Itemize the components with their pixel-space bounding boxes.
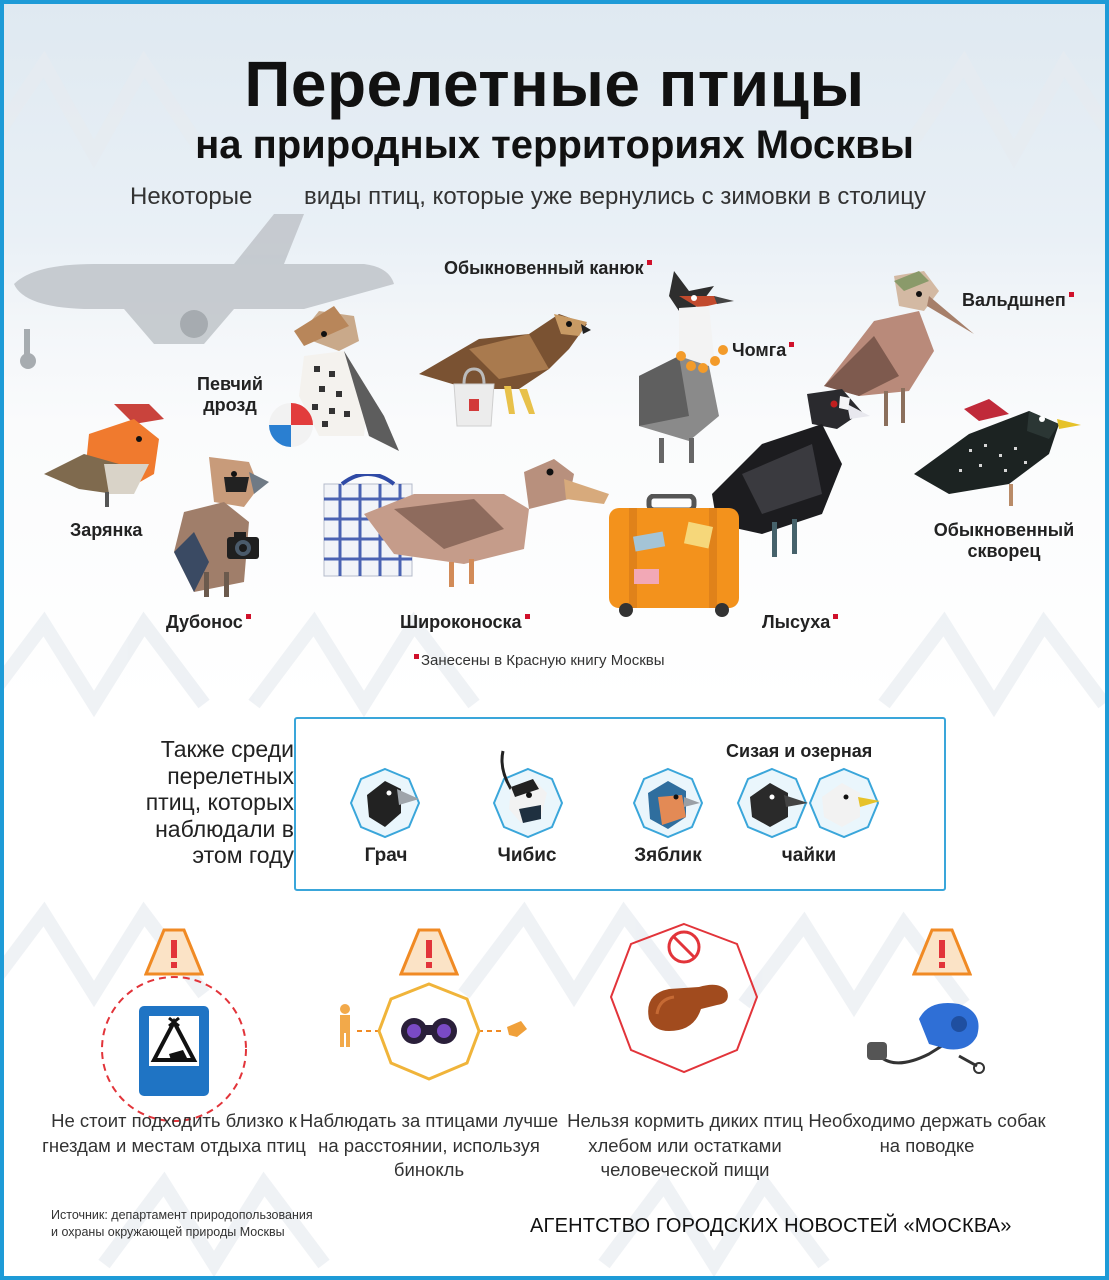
label-lysukha: Лысуха: [762, 612, 838, 632]
buzzard-illustration: [409, 294, 594, 424]
warning-icon: [399, 924, 459, 976]
also-seen-intro: Также среди перелетных птиц, которых наблюдали в этом году: [145, 736, 294, 868]
starling-illustration: [909, 399, 1084, 514]
chaffinch-icon: [632, 767, 704, 839]
warning-icon: [144, 924, 204, 976]
label-chomga: Чомга: [732, 340, 794, 360]
gulls-heading: Сизая и озерная: [726, 741, 873, 761]
hawfinch-illustration: [164, 452, 274, 602]
warning-icon: [912, 924, 972, 976]
source-note: Источник: департамент природопользования и охраны окружающей природы Москвы: [51, 1208, 313, 1239]
red-book-mark: [833, 614, 838, 619]
rule-nests: Не стоит подходить близко к гнездам и местам отдыха птиц: [42, 1110, 306, 1156]
red-book-note: Занесены в Красную книгу Москвы: [414, 652, 665, 669]
red-book-mark: [789, 342, 794, 347]
robin-illustration: [39, 394, 169, 509]
label-shirokonoska: Широконоска: [400, 612, 530, 632]
red-book-mark: [647, 260, 652, 265]
page-subtitle: на природных территориях Москвы: [195, 123, 914, 167]
rule-binoculars: Наблюдать за птицами лучше на расстоянии, используя бинокль: [299, 1110, 559, 1180]
label-grach: Грач: [364, 845, 408, 866]
agency-credit: АГЕНТСТВО ГОРОДСКИХ НОВОСТЕЙ «МОСКВА»: [530, 1215, 1012, 1237]
rule-dogs: Необходимо держать собак на поводке: [808, 1110, 1046, 1156]
shoveler-illustration: [354, 454, 614, 594]
common-gull-icon: [736, 767, 808, 839]
no-food-icon: [609, 919, 759, 1079]
label-dubonos: Дубонос: [166, 612, 251, 632]
bag-icon: [449, 364, 499, 429]
label-chaiki: чайки: [781, 845, 837, 866]
red-book-mark: [525, 614, 530, 619]
red-book-mark: [246, 614, 251, 619]
label-valdshnep: Вальдшнеп: [962, 290, 1074, 310]
label-kanyuk: Обыкновенный канюк: [444, 258, 629, 278]
label-zaryanka: Зарянка: [70, 520, 143, 540]
rook-icon: [349, 767, 421, 839]
black-headed-gull-icon: [808, 767, 880, 839]
lead-text-part1: Некоторые: [130, 183, 253, 210]
tent-sign-icon: [99, 974, 249, 1124]
label-skvorets: Обыкновенный скворец: [933, 520, 1075, 561]
lapwing-icon: [491, 749, 565, 839]
red-book-mark: [1069, 292, 1074, 297]
lead-text-part2: виды птиц, которые уже вернулись с зимовки в столицу: [304, 183, 927, 210]
label-chibis: Чибис: [497, 845, 557, 866]
page-title: Перелетные птицы: [244, 48, 865, 120]
binoculars-icon: [329, 979, 529, 1084]
label-drozd: Певчий дрозд: [197, 374, 263, 415]
suitcase-icon: [604, 494, 744, 619]
red-book-mark: [414, 654, 419, 659]
rule-feeding: Нельзя кормить диких птиц хлебом или остатками человеческой пищи: [567, 1110, 803, 1180]
camera-icon: [226, 531, 260, 561]
label-zyablik: Зяблик: [634, 845, 702, 866]
dog-leash-icon: [859, 994, 989, 1079]
